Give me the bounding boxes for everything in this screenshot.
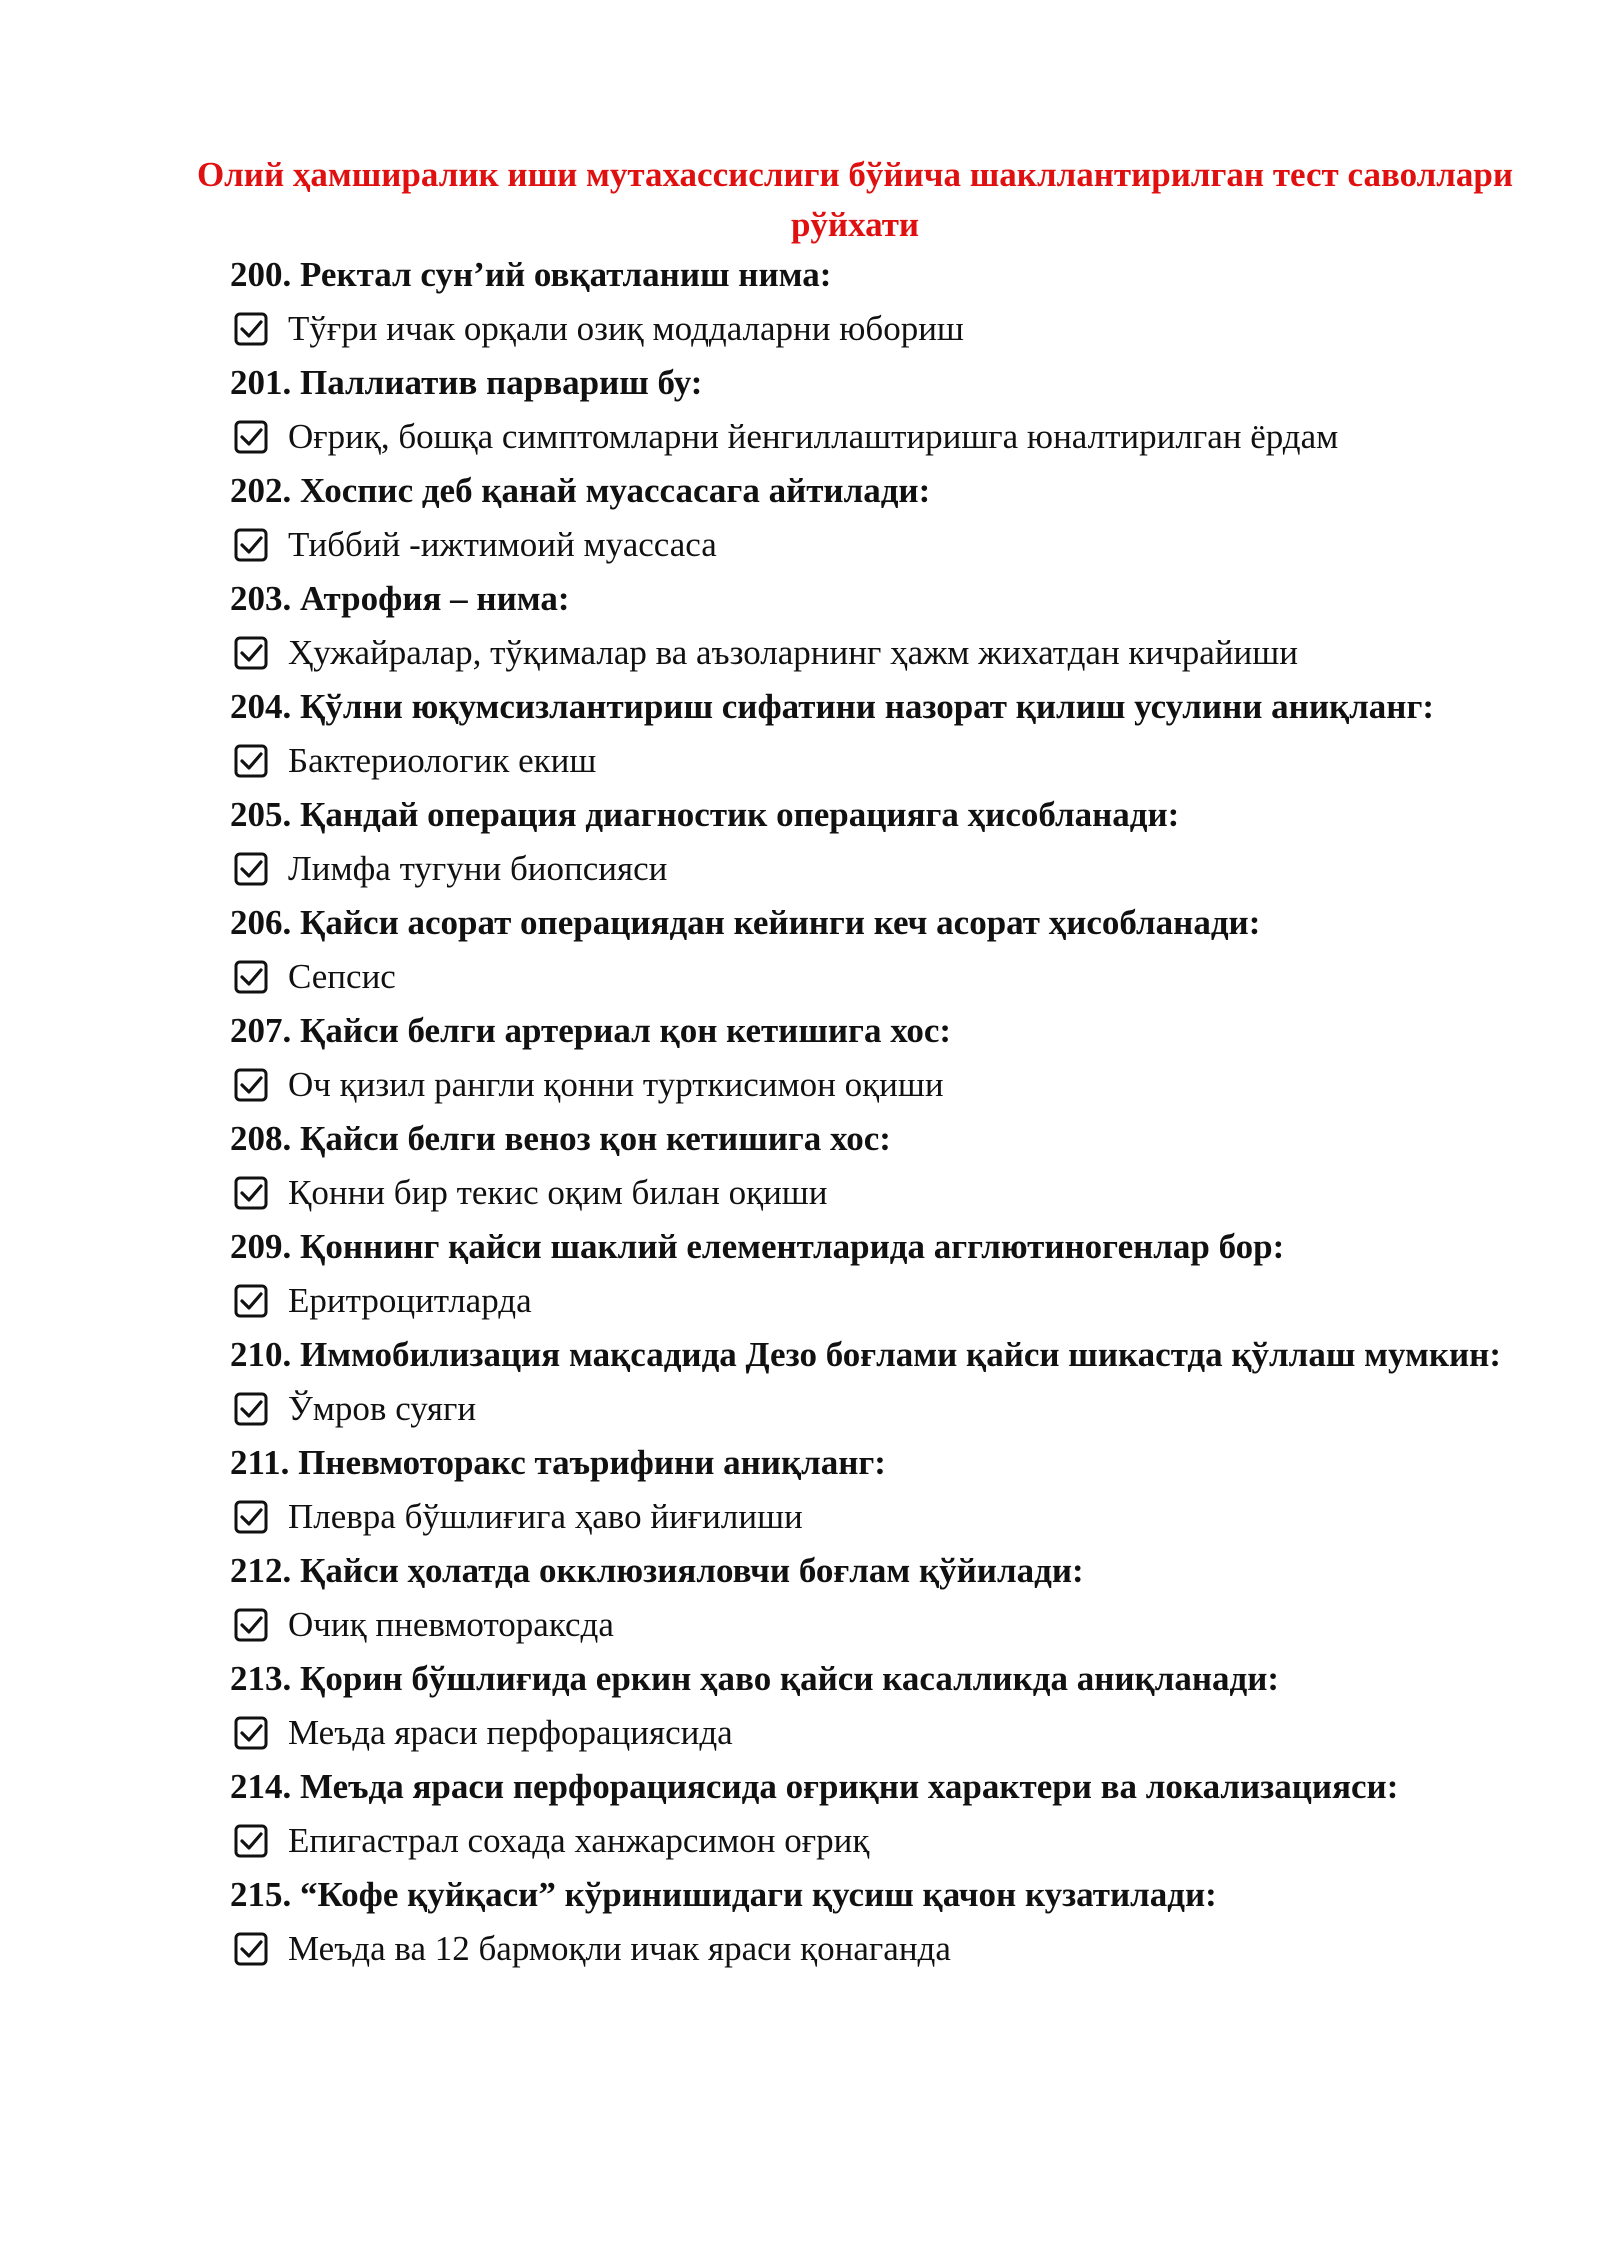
list-item <box>230 574 1530 682</box>
answer-row <box>234 840 1530 898</box>
checked-box-icon <box>234 312 268 346</box>
answer-row <box>234 1272 1530 1330</box>
answer-row <box>234 408 1530 466</box>
checked-box-icon <box>234 1176 268 1210</box>
question-text: 212. Қайси ҳолатда окклюзияловчи боғлам қўйилади: <box>230 1551 1084 1590</box>
question-text: 208. Қайси белги веноз қон кетишига хос: <box>230 1119 891 1158</box>
checked-box-icon <box>234 528 268 562</box>
question-text: 210. Иммобилизация мақсадида Дезо боғлами қайси шикастда қўллаш мумкин: <box>230 1335 1501 1374</box>
answer-text: Бактериологик екиш <box>288 741 597 780</box>
question-text: 211. Пневмоторакс таърифини аниқланг: <box>230 1443 886 1482</box>
question-text: 204. Қўлни юқумсизлантириш сифатини назорат қилиш усулини аниқланг: <box>230 687 1435 726</box>
answer-text: Қонни бир текис оқим билан оқиши <box>288 1173 828 1212</box>
checked-box-icon <box>234 1068 268 1102</box>
answer-row <box>234 1488 1530 1546</box>
question-list <box>230 250 1530 1978</box>
list-item <box>230 1438 1530 1546</box>
answer-row <box>234 732 1530 790</box>
question-text: 202. Хоспис деб қанай муассасага айтилади: <box>230 471 931 510</box>
answer-text: Оғриқ, бошқа симптомларни йенгиллаштиришга юналтирилган ёрдам <box>288 417 1339 456</box>
document-title: Олий ҳамширалик иши мутахассислиги бўйича шакллантирилган тест саволлари рўйхати <box>196 155 1514 244</box>
answer-text: Плевра бўшлиғига ҳаво йиғилиши <box>288 1497 803 1536</box>
answer-row <box>234 300 1530 358</box>
checked-box-icon <box>234 1932 268 1966</box>
answer-row <box>234 1920 1530 1978</box>
checked-box-icon <box>234 852 268 886</box>
checked-box-icon <box>234 1716 268 1750</box>
answer-row <box>234 516 1530 574</box>
checked-box-icon <box>234 1608 268 1642</box>
list-item <box>230 1006 1530 1114</box>
answer-row <box>234 1164 1530 1222</box>
answer-text: Оч қизил рангли қонни турткисимон оқиши <box>288 1065 944 1104</box>
list-item <box>230 790 1530 898</box>
list-item <box>230 1222 1530 1330</box>
checked-box-icon <box>234 1392 268 1426</box>
answer-text: Еритроцитларда <box>288 1281 532 1320</box>
list-item <box>230 250 1530 358</box>
list-item <box>230 1654 1530 1762</box>
question-text: 206. Қайси асорат операциядан кейинги кеч асорат ҳисобланади: <box>230 903 1261 942</box>
answer-row <box>234 948 1530 1006</box>
list-item <box>230 1870 1530 1978</box>
answer-text: Меъда ва 12 бармоқли ичак яраси қонаганда <box>288 1929 951 1968</box>
question-text: 215. “Кофе қуйқаси” кўринишидаги қусиш қачон кузатилади: <box>230 1875 1217 1914</box>
checked-box-icon <box>234 1500 268 1534</box>
question-text: 205. Қандай операция диагностик операцияга ҳисобланади: <box>230 795 1180 834</box>
question-text: 213. Қорин бўшлиғида еркин ҳаво қайси касалликда аниқланади: <box>230 1659 1280 1698</box>
list-item <box>230 1114 1530 1222</box>
answer-text: Меъда яраси перфорациясида <box>288 1713 733 1752</box>
checked-box-icon <box>234 636 268 670</box>
question-text: 200. Ректал сун’ий овқатланиш нима: <box>230 255 832 294</box>
answer-text: Ҳужайралар, тўқималар ва аъзоларнинг ҳажм жихатдан кичрайиши <box>288 633 1298 672</box>
checked-box-icon <box>234 744 268 778</box>
answer-text: Епигастрал сохада ханжарсимон оғриқ <box>288 1821 870 1860</box>
question-text: 201. Паллиатив парвариш бу: <box>230 363 703 402</box>
answer-text: Очиқ пневмотораксда <box>288 1605 614 1644</box>
question-text: 214. Меъда яраси перфорациясида оғриқни характери ва локализацияси: <box>230 1767 1399 1806</box>
list-item <box>230 1546 1530 1654</box>
checked-box-icon <box>234 420 268 454</box>
list-item <box>230 898 1530 1006</box>
answer-text: Лимфа тугуни биопсияси <box>288 849 668 888</box>
checked-box-icon <box>234 960 268 994</box>
list-item <box>230 682 1530 790</box>
question-text: 207. Қайси белги артериал қон кетишига хос: <box>230 1011 952 1050</box>
answer-text: Тиббий -ижтимоий муассаса <box>288 525 717 564</box>
question-text: 203. Атрофия – нима: <box>230 579 570 618</box>
list-item <box>230 358 1530 466</box>
answer-row <box>234 1812 1530 1870</box>
answer-row <box>234 1704 1530 1762</box>
question-text: 209. Қоннинг қайси шаклий елементларида агглютиногенлар бор: <box>230 1227 1285 1266</box>
checked-box-icon <box>234 1824 268 1858</box>
answer-row <box>234 624 1530 682</box>
answer-text: Сепсис <box>288 957 396 996</box>
answer-row <box>234 1380 1530 1438</box>
checked-box-icon <box>234 1284 268 1318</box>
list-item <box>230 466 1530 574</box>
list-item <box>230 1330 1530 1438</box>
answer-row <box>234 1056 1530 1114</box>
list-item <box>230 1762 1530 1870</box>
answer-text: Ўмров суяги <box>288 1389 477 1428</box>
answer-row <box>234 1596 1530 1654</box>
answer-text: Тўғри ичак орқали озиқ моддаларни юбориш <box>288 309 964 348</box>
